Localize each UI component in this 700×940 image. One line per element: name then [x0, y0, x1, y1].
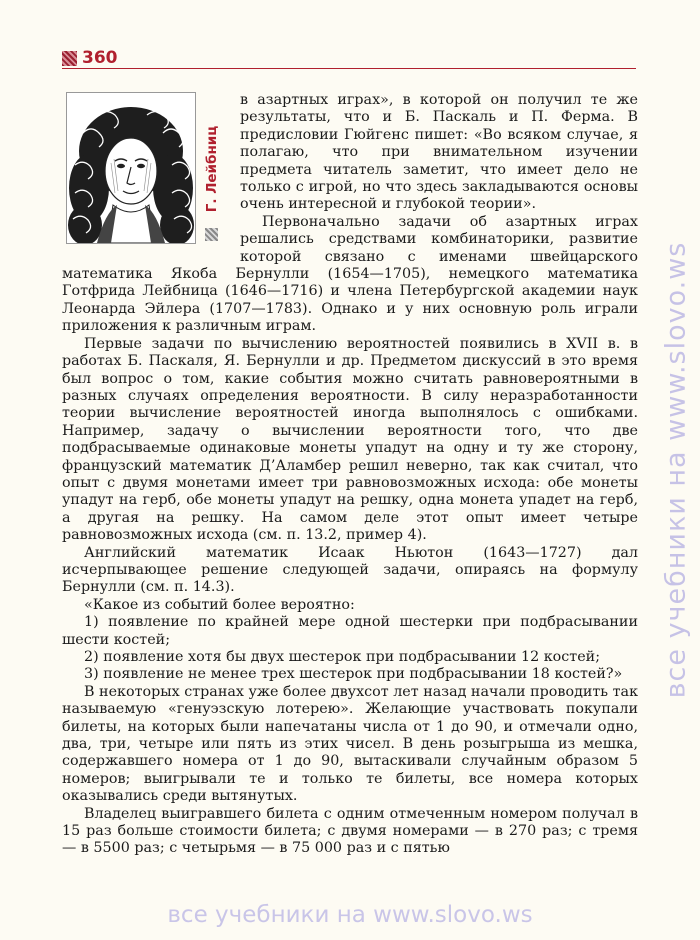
- bottom-watermark: все учебники на www.slovo.ws: [167, 902, 533, 928]
- list-item: 2) появление хотя бы двух шестерок при подбрасывании 12 костей;: [84, 649, 601, 665]
- body-text: [62, 92, 638, 858]
- paragraph: Владелец выигравшего билета с одним отмеченным номером получал в 15 раз больше стоимости билета; с двумя номерами — в 270 раз; с тремя — в 5500 раз; с четырьмя — в 75 000 раз и с пятью: [62, 805, 638, 857]
- paragraph: «Какое из событий более вероятно:: [84, 596, 355, 613]
- list-item: 3) появление не менее трех шестерок при подбрасывании 18 костей?»: [84, 666, 623, 683]
- portrait-space: [62, 92, 240, 266]
- paragraph: Первоначально задачи об азартных играх решались средствами комбинаторики, развитие которой связано с именами швейцарского математика Якоба Бернулли (1654—1705), немецкого математика Готфрида Лейбница (1646—1716) и члена Петербургской академии наук Леонарда Эйлера (1707—1783). Однако и у них основную роль играли приложения к различным играм.: [62, 213, 638, 335]
- portrait-caption-text: Г. Лейбниц: [204, 125, 221, 213]
- paragraph: В некоторых странах уже более двухсот лет назад начали проводить так называемую «генуэзскую лотерею». Желающие участвовать покупали билеты, на которых были напечатаны числа от 1 до 90, и отмечали одно, два, три, четыре или пять из этих чисел. В день розыгрыша из мешка, содержавшего номера от 1 до 90, вытаскивали случайным образом 5 номеров; выигрывали те и только те билеты, все номера которых оказывались среди вытянутых.: [62, 683, 639, 805]
- header-rule: [62, 68, 636, 69]
- paragraph: Английский математик Исаак Ньютон (1643—1727) дал исчерпывающее решение следующей задачи, опираясь на формулу Бернулли (см. п. 14.3).: [62, 544, 638, 596]
- side-watermark-text: все учебники на www.slovo.ws: [660, 241, 692, 699]
- paragraph: Первые задачи по вычислению вероятностей появились в XVII в. в работах Б. Паскаля, Я. Бернулли и др. Предметом дискуссий в это время был вопрос о том, какие события можно считать равновероятными в разных случаях определения вероятности. В силу неразработанности теории вычисление вероятностей иногда выполнялось с ошибками. Например, задачу о вычислении вероятности того, что две подбрасываемые одинаковые монеты упадут на одну и ту же сторону, французский математик Д’Аламбер решил неверно, так как считал, что опыт с двумя монетами имеет три равновозможных исхода: обе монеты упадут на герб, обе монеты упадут на решку, одна монета упадет на герб, а другая на решку. На самом деле этот опыт имеет четыре равновозможных исхода (см. п. 13.2, пример 4).: [62, 335, 638, 544]
- page-number: 360: [82, 48, 118, 68]
- page-marker-icon: [62, 51, 77, 66]
- page-header: [62, 48, 636, 70]
- list-item: 1) появление по крайней мере одной шестерки при подбрасывании шести костей;: [62, 614, 638, 648]
- paragraph: в азартных играх», в которой он получил те же результаты, что и Б. Паскаль и П. Ферма. В предисловии Гюйгенс пишет: «Во всяком случае, я полагаю, что при внимательном изучении предмета читатель заметит, что имеет дело не только с игрой, но что здесь закладываются основы очень интересной и глубокой теории».: [240, 92, 638, 213]
